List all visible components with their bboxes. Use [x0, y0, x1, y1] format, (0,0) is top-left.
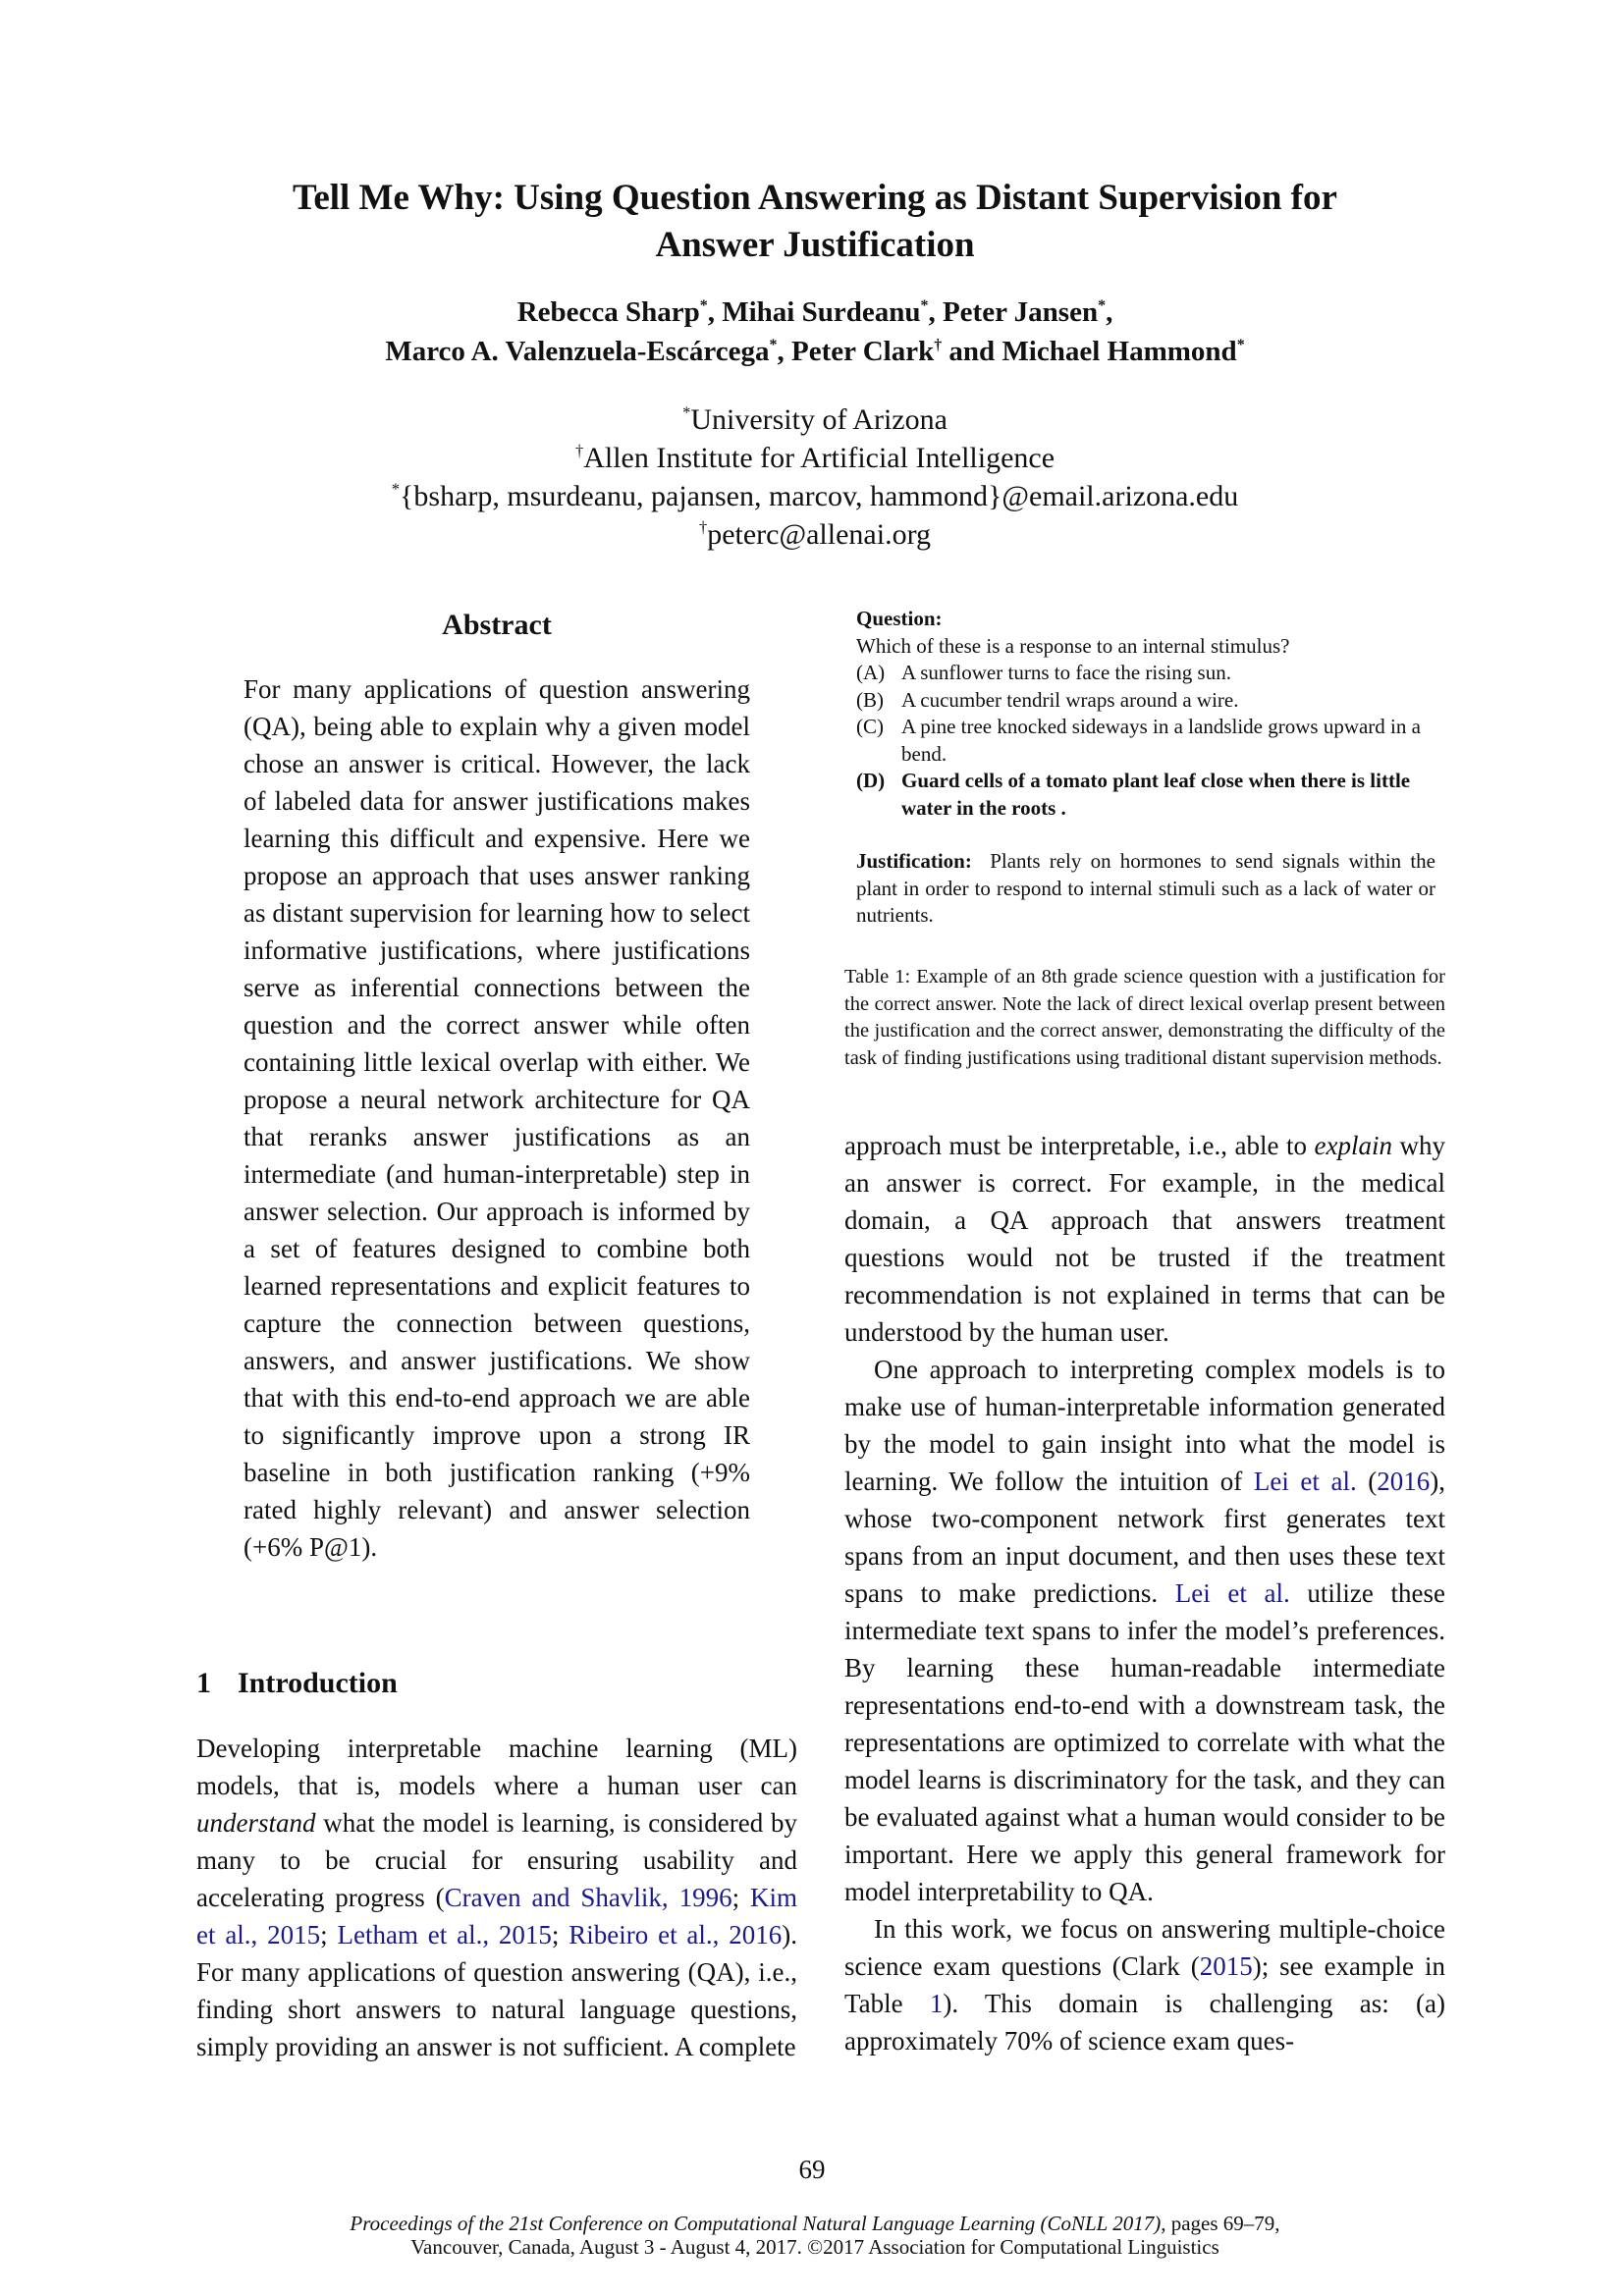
separator: , — [928, 296, 943, 328]
paper-title — [196, 175, 1434, 269]
footer-line-2: Vancouver, Canada, August 3 - August 4, 2017. ©2017 Association for Computational Linguistics — [410, 2235, 1219, 2259]
email-line — [196, 515, 1434, 554]
table-1-caption: Table 1: Example of an 8th grade science question with a justification for the correct answer. Note the lack of direct lexical overlap present between the justification and the correct answer, demonstrating the difficulty of the task of finding justifications using traditional distant supervision methods. — [844, 966, 1445, 1069]
page-number: 69 — [798, 2155, 826, 2184]
author-line-2 — [196, 332, 1434, 371]
affiliation-mark: * — [1236, 336, 1245, 353]
body-text: One approach to interpreting complex models is to make use of human-interpretable information generated by the model to gain insight into what the model is learning. We follow the intuition of — [844, 1355, 1445, 1496]
justification-text: Plants rely on hormones to send signals within the plant in order to respond to internal stimuli such as a lack of water or nutrients. — [856, 849, 1435, 927]
citation-link[interactable]: Ribeiro et al., 2016 — [568, 1920, 783, 1949]
citation-link[interactable]: Letham et al., 2015 — [337, 1920, 552, 1949]
affiliation-text: University of Arizona — [690, 403, 947, 436]
emphasis-text: explain — [1314, 1131, 1392, 1160]
answer-option-correct — [856, 768, 1435, 822]
section-title: Introduction — [238, 1667, 398, 1699]
body-text: ). This domain is challenging as: (a) approximately 70% of science exam ques- — [844, 1989, 1445, 2056]
author-list — [196, 293, 1434, 371]
proceedings-footer — [196, 2212, 1434, 2259]
table-1-example — [856, 606, 1435, 930]
body-text: approach must be interpretable, i.e., able to — [844, 1131, 1315, 1160]
body-text: why an answer is correct. For example, in the medical domain, a QA approach that answers treatment questions would not be trusted if the treatment recommendation is not explained in terms that can be understood by the human user. — [844, 1131, 1445, 1347]
option-text: A sunflower turns to face the rising sun. — [901, 661, 1231, 684]
emphasis-text: understand — [196, 1808, 316, 1838]
citation-link[interactable]: Lei et al. — [1174, 1578, 1290, 1608]
affiliation-mark: * — [1098, 296, 1107, 314]
author-name: Michael Hammond — [1001, 336, 1237, 367]
body-text: ); see example in Table — [844, 1951, 1445, 2018]
email-text: {bsharp, msurdeanu, pajansen, marcov, hammond}@email.arizona.edu — [400, 480, 1239, 512]
justification-label: Justification: — [856, 849, 972, 873]
author-name: Mihai Surdeanu — [722, 296, 921, 328]
question-label: Question: — [856, 607, 943, 630]
answer-option — [856, 714, 1435, 768]
separator: , — [1106, 296, 1113, 328]
page-range: , pages 69–79, — [1161, 2212, 1280, 2235]
body-text: Developing interpretable machine learning (ML) models, that is, models where a human user can — [196, 1734, 797, 1800]
body-text: ( — [1356, 1467, 1378, 1496]
proceedings-title: Proceedings of the 21st Conference on Computational Natural Language Learning (CoNLL 2017) — [350, 2212, 1162, 2235]
email-line — [196, 477, 1434, 515]
title-line-1: Tell Me Why: Using Question Answering as Distant Supervision for — [293, 178, 1337, 218]
separator: ; — [551, 1920, 569, 1949]
affiliation-mark: † — [574, 441, 584, 460]
question-text: Which of these is a response to an internal stimulus? — [856, 633, 1290, 658]
citation-link[interactable]: Craven and Shavlik, 1996 — [444, 1883, 732, 1912]
citation-link[interactable]: Lei et al. — [1253, 1467, 1357, 1496]
author-line-1 — [196, 293, 1434, 332]
separator: , — [777, 336, 791, 367]
right-column-body — [844, 1127, 1445, 2059]
abstract-heading: Abstract — [442, 609, 552, 641]
body-text: what the model is learning, is considered by many to be crucial for ensuring usability and accelerating progress ( — [196, 1808, 797, 1912]
answer-option — [856, 687, 1435, 715]
citation-link[interactable]: 2016 — [1377, 1467, 1431, 1496]
separator: , — [707, 296, 723, 328]
affiliation-mark: * — [920, 296, 929, 314]
answer-option — [856, 660, 1435, 687]
author-name: Marco A. Valenzuela-Escárcega — [385, 336, 770, 367]
option-letter: (A) — [856, 661, 886, 684]
affiliation-mark: * — [699, 296, 708, 314]
title-line-2: Answer Justification — [655, 225, 975, 265]
body-text: ), whose two-component network first generates text spans from an input document, and then uses these text spans to make predictions. — [844, 1467, 1446, 1608]
paragraph — [844, 1127, 1445, 1351]
paragraph — [844, 1351, 1445, 1910]
introduction-paragraph — [196, 1730, 797, 2065]
author-name: Peter Clark — [790, 336, 935, 367]
author-name: Rebecca Sharp — [516, 296, 700, 328]
body-text: utilize these intermediate text spans to infer the model’s preferences. By learning these human-readable intermediate representations end-to-end with a downstream task, the representations are optimized to correlate with what the model learns is discriminatory for the task, and they can be evaluated against what a human would consider to be important. Here we apply this general framework for model interpretability to QA. — [844, 1578, 1445, 1906]
body-text: In this work, we focus on answering multiple-choice science exam questions (Clark ( — [844, 1914, 1445, 1981]
body-text: ). For many applications of question answering (QA), i.e., finding short answers to natural language questions, simply providing an answer is not sufficient. A complete — [196, 1920, 797, 2061]
affiliation-mark: * — [769, 336, 778, 353]
option-letter: (C) — [856, 715, 884, 738]
affiliation-text: Allen Institute for Artificial Intelligence — [583, 442, 1056, 474]
citation-link[interactable]: 2015 — [1199, 1951, 1253, 1981]
option-letter: (D) — [856, 769, 886, 792]
affiliation-mark: † — [698, 517, 708, 537]
justification — [856, 848, 1435, 930]
affiliations — [196, 400, 1434, 554]
option-text: A pine tree knocked sideways in a landslide grows upward in a bend. — [901, 715, 1421, 766]
paragraph — [844, 1910, 1445, 2059]
separator: ; — [320, 1920, 338, 1949]
separator: and — [942, 336, 1002, 367]
affiliation-mark: * — [391, 479, 401, 499]
abstract-text: For many applications of question answering (QA), being able to explain why a given model chose an answer is critical. However, the lack of labeled data for answer justifications makes learning this difficult and expensive. Here we propose an approach that uses answer ranking as distant supervision for learning how to select informative justifications, where justifications serve as inferential connections between the question and the correct answer while often containing little lexical overlap with either. We propose a neural network architecture for QA that reranks answer justifications as an intermediate (and human-interpretable) step in answer selection. Our approach is informed by a set of features designed to combine both learned representations and explicit features to capture the connection between questions, answers, and answer justifications. We show that with this end-to-end approach we are able to significantly improve upon a strong IR baseline in both justification ranking (+9% rated highly relevant) and answer selection (+6% P@1). — [244, 674, 750, 1562]
affiliation-mark: * — [682, 402, 691, 422]
author-name: Peter Jansen — [942, 296, 1099, 328]
separator: ; — [731, 1883, 750, 1912]
section-heading-introduction — [196, 1667, 398, 1700]
section-number: 1 — [196, 1667, 211, 1699]
affiliation-line — [196, 400, 1434, 439]
option-letter: (B) — [856, 687, 884, 712]
table-reference-link[interactable]: 1 — [929, 1989, 944, 2018]
affiliation-line — [196, 439, 1434, 477]
option-text: A cucumber tendril wraps around a wire. — [901, 687, 1239, 712]
email-text: peterc@allenai.org — [707, 518, 932, 551]
citation-link[interactable]: Kim et al., 2015 — [196, 1883, 797, 1949]
affiliation-mark: † — [934, 336, 943, 353]
footer-line-1 — [196, 2212, 1434, 2235]
option-text: Guard cells of a tomato plant leaf close when there is little water in the roots . — [901, 769, 1411, 820]
